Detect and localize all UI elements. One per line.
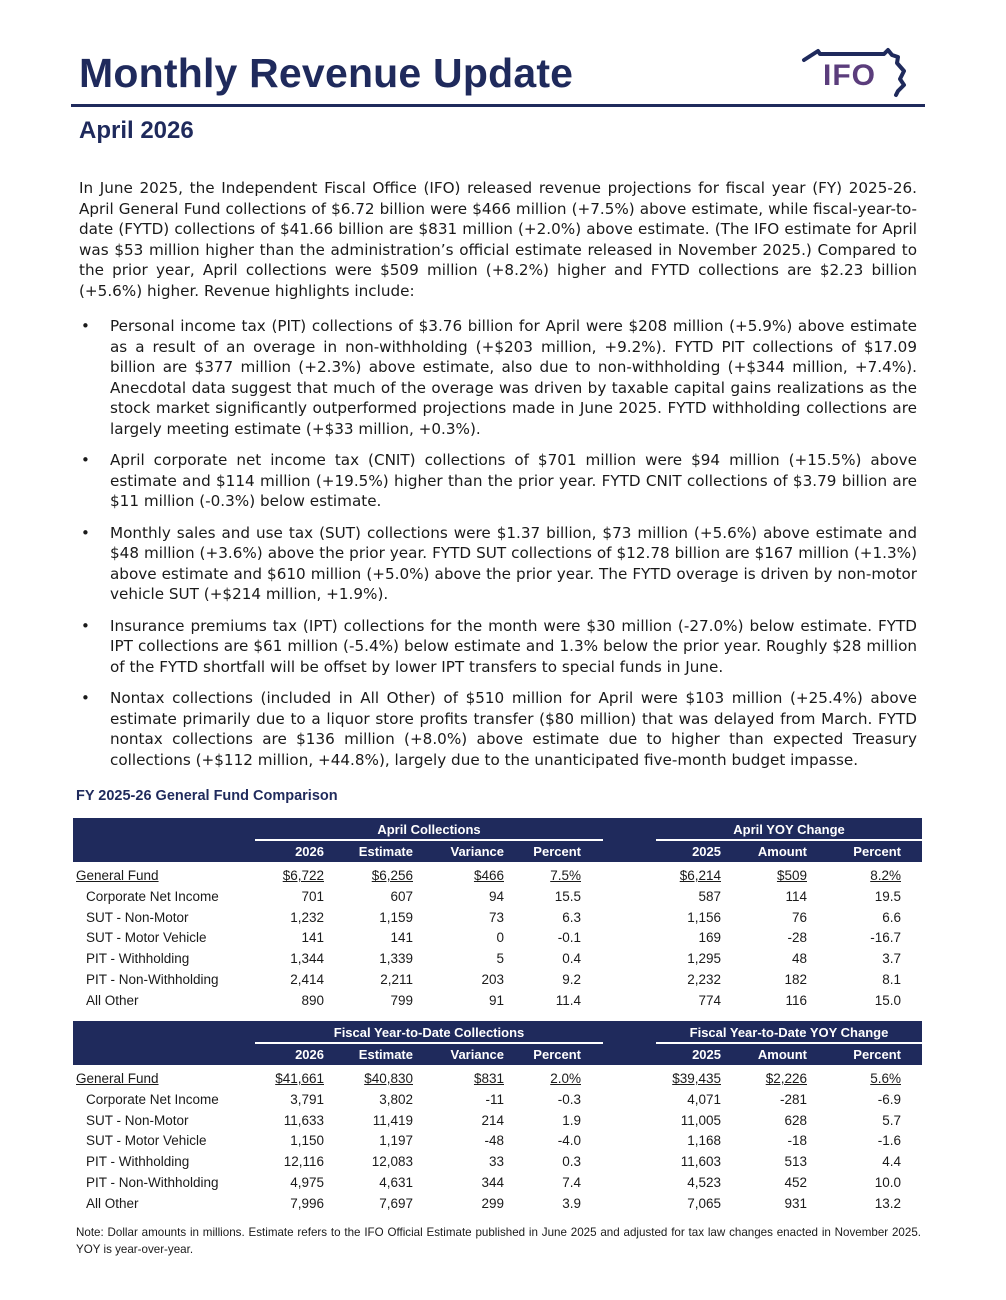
table-cell: 2.0%: [550, 1071, 581, 1086]
table-cell: 116: [785, 992, 807, 1008]
highlight-item: [79, 688, 917, 770]
row-label: Corporate Net Income: [86, 1091, 219, 1107]
table-cell: $6,722: [282, 868, 324, 883]
row-label: Corporate Net Income: [86, 888, 219, 904]
highlight-item: [79, 523, 917, 605]
table-cell: 4,975: [290, 1175, 324, 1190]
column-header: Variance: [450, 1047, 504, 1062]
table-row: [73, 972, 922, 993]
table-cell: 513: [784, 1154, 807, 1170]
table-cell: 774: [698, 992, 721, 1008]
table-cell: 1,339: [379, 951, 413, 967]
table-cell: 3,791: [290, 1091, 324, 1107]
table-cell: 11,603: [680, 1154, 721, 1170]
table-cell: -11: [485, 1091, 504, 1107]
table-cell: $39,435: [672, 1071, 721, 1086]
table-header-band: [73, 1021, 922, 1065]
group-heading: April YOY Change: [733, 822, 845, 837]
table-cell: 344: [481, 1175, 504, 1190]
table-row: [73, 993, 922, 1014]
bullet-icon: •: [81, 317, 90, 335]
table-cell: 4.4: [882, 1154, 901, 1170]
table-cell: 9.2: [562, 972, 581, 987]
table-cell: 4,071: [687, 1091, 721, 1107]
table-cell: 141: [301, 930, 324, 946]
table-cell: $6,256: [371, 868, 413, 883]
table-cell: 33: [488, 1154, 504, 1170]
table-header-band: [73, 818, 922, 862]
group-heading: Fiscal Year-to-Date YOY Change: [689, 1025, 889, 1040]
ifo-logo: [800, 47, 910, 101]
row-label: General Fund: [76, 868, 159, 883]
table-row: [73, 930, 922, 951]
table-cell: 1,159: [379, 909, 413, 925]
table-cell: -4.0: [557, 1133, 581, 1149]
table-row: [73, 1154, 922, 1175]
bullet-icon: •: [81, 523, 90, 542]
table-cell: 7.5%: [550, 868, 581, 883]
table-cell: 1,156: [687, 909, 721, 925]
table-row: [73, 1071, 922, 1092]
table-cell: 931: [784, 1195, 807, 1211]
table-cell: 701: [301, 888, 324, 904]
row-label: SUT - Motor Vehicle: [86, 1133, 207, 1149]
table-title: FY 2025-26 General Fund Comparison: [76, 788, 338, 804]
column-header: Amount: [757, 1047, 807, 1062]
highlight-text: Insurance premiums tax (IPT) collections for the month were $30 million (-27.0%) below estimate. FYTD IPT collections are $61 million (-5.4%) below estimate and 1.3% below the prior year. Roughly $28 million of the FYTD shortfall will be offset by lower IPT transfers to special funds in June.: [110, 616, 917, 676]
table-cell: 5: [496, 951, 504, 967]
highlight-text: Monthly sales and use tax (SUT) collections were $1.37 billion, $73 million (+5.6%) above estimate and $48 million (+3.6%) above the prior year. FYTD SUT collections of $12.78 billion are $167 million (+1.3%) above estimate and $610 million (+5.0%) above the prior year. The FYTD overage is driven by non-motor vehicle SUT (+$214 million, +1.9%).: [110, 523, 917, 603]
table-cell: 13.2: [874, 1195, 901, 1211]
table-cell: 10.0: [874, 1175, 901, 1190]
column-header: Percent: [533, 844, 581, 859]
row-label: All Other: [86, 992, 139, 1008]
table-row: [73, 1113, 922, 1134]
bullet-icon: •: [81, 451, 90, 469]
column-header: Estimate: [358, 1047, 413, 1062]
table-cell: 6.3: [562, 909, 581, 925]
table-cell: -0.3: [557, 1091, 581, 1107]
table-cell: 76: [791, 909, 807, 925]
table-cell: -6.9: [877, 1091, 901, 1107]
group-heading: April Collections: [377, 822, 481, 837]
table-cell: 0: [496, 930, 504, 946]
table-cell: 607: [390, 888, 413, 904]
row-label: SUT - Motor Vehicle: [86, 930, 207, 946]
table-cell: -16.7: [870, 930, 901, 946]
table-cell: 169: [698, 930, 721, 946]
row-label: SUT - Non-Motor: [86, 909, 189, 925]
table-cell: 2,414: [290, 972, 324, 987]
intro-paragraph: In June 2025, the Independent Fiscal Office (IFO) released revenue projections for fiscal year (FY) 2025-26. April General Fund collections of $6.72 billion were $466 million (+7.5%) above estimate, while fiscal-year-to-date (FYTD) collections of $41.66 billion are $831 million (+2.0%) above estimate. (The IFO estimate for April was $53 million higher than the administration’s official estimate released in November 2025.) Compared to the prior year, April collections were $509 million (+8.2%) higher and FYTD collections are $2.23 billion (+5.6%) higher. Revenue highlights include:: [79, 179, 917, 300]
table-cell: -48: [484, 1133, 504, 1149]
table-cell: 5.6%: [870, 1071, 901, 1086]
table-cell: 890: [301, 992, 324, 1008]
table-cell: 0.3: [562, 1154, 581, 1170]
bullet-icon: •: [81, 689, 90, 707]
table-cell: 114: [785, 888, 807, 904]
table-cell: 8.2%: [870, 868, 901, 883]
table-note: Note: Dollar amounts in millions. Estimate refers to the IFO Official Estimate published in June 2025 and adjusted for tax law changes enacted in November 2025. YOY is year-over-year.: [76, 1226, 921, 1256]
page-title: Monthly Revenue Update: [79, 50, 574, 96]
table-cell: -1.6: [877, 1133, 901, 1149]
table-cell: 299: [481, 1195, 504, 1211]
header-divider: [71, 104, 925, 107]
table-row: [73, 1133, 922, 1154]
table-cell: 141: [390, 930, 413, 946]
table-cell: 1.9: [562, 1112, 581, 1128]
table-cell: 7,065: [687, 1195, 721, 1211]
table-row: [73, 910, 922, 931]
table-cell: $831: [473, 1071, 504, 1086]
table-cell: 2,211: [380, 972, 413, 987]
highlight-text: Nontax collections (included in All Other) of $510 million for April were $103 million (+25.4%) above estimate primarily due to a liquor store profits transfer ($80 million) that was delayed from March. FYTD nontax collections are $136 million (+8.0%) above estimate due to higher than expected Treasury collections (+$112 million, +44.8%), largely due to the unanticipated five-month budget impasse.: [110, 689, 917, 769]
table-cell: 2,232: [687, 972, 721, 987]
highlight-item: [79, 316, 917, 439]
table-cell: 3.9: [562, 1195, 581, 1211]
table-cell: 0.4: [562, 951, 581, 967]
table-cell: 1,344: [290, 951, 324, 967]
table-cell: 12,116: [283, 1154, 324, 1170]
group-underline: [656, 839, 922, 841]
column-header: Estimate: [358, 844, 413, 859]
column-header: 2025: [692, 1047, 721, 1062]
table-cell: 7,697: [379, 1195, 413, 1211]
highlights-list: [79, 316, 917, 781]
table-cell: -28: [787, 930, 807, 946]
table-row: [73, 889, 922, 910]
table-cell: 5.7: [882, 1112, 901, 1128]
table-cell: -18: [787, 1133, 807, 1149]
table-cell: 628: [784, 1112, 807, 1128]
table-cell: 4,631: [379, 1175, 413, 1190]
table-cell: 48: [791, 951, 807, 967]
table-cell: 799: [390, 992, 413, 1008]
table-cell: 12,083: [371, 1154, 413, 1170]
group-underline: [255, 839, 603, 841]
column-header: Variance: [450, 844, 504, 859]
table-cell: 19.5: [874, 888, 901, 904]
page-subtitle: April 2026: [79, 117, 194, 144]
table-cell: 15.0: [874, 992, 901, 1008]
table-row: [73, 1196, 922, 1217]
highlight-text: April corporate net income tax (CNIT) collections of $701 million were $94 million (+15.5%) above estimate and $114 million (+19.5%) higher than the prior year. FYTD CNIT collections of $3.79 billion are $11 million (-0.3%) below estimate.: [110, 451, 917, 510]
table-cell: 1,197: [379, 1133, 413, 1149]
table-cell: 587: [698, 888, 721, 904]
table-cell: 3,802: [379, 1091, 413, 1107]
table-cell: 11,419: [372, 1112, 413, 1128]
table-cell: 1,232: [290, 909, 324, 925]
table-row: [73, 951, 922, 972]
table-cell: $466: [473, 868, 504, 883]
table-cell: $40,830: [364, 1071, 413, 1086]
row-label: All Other: [86, 1195, 139, 1211]
table-cell: 1,295: [687, 951, 721, 967]
table-cell: 8.1: [882, 972, 901, 987]
table-cell: 4,523: [687, 1175, 721, 1190]
table-cell: 214: [481, 1112, 504, 1128]
row-label: PIT - Withholding: [86, 1154, 190, 1170]
table-cell: 11,005: [680, 1112, 721, 1128]
table-cell: 6.6: [882, 909, 901, 925]
table-cell: 94: [488, 888, 504, 904]
table-cell: 1,150: [290, 1133, 324, 1149]
table-cell: 203: [481, 972, 504, 987]
table-cell: 7,996: [290, 1195, 324, 1211]
table-cell: 73: [488, 909, 504, 925]
table-cell: -0.1: [557, 930, 581, 946]
column-header: Percent: [853, 844, 901, 859]
table-cell: $2,226: [765, 1071, 807, 1086]
row-label: General Fund: [76, 1071, 159, 1086]
highlight-item: [79, 616, 917, 678]
column-header: 2026: [295, 844, 324, 859]
table-row: [73, 1092, 922, 1113]
group-underline: [255, 1042, 603, 1044]
highlight-item: [79, 450, 917, 512]
row-label: PIT - Withholding: [86, 951, 190, 967]
table-cell: 1,168: [687, 1133, 721, 1149]
table-row: [73, 1175, 922, 1196]
column-header: Percent: [853, 1047, 901, 1062]
row-label: SUT - Non-Motor: [86, 1112, 189, 1128]
highlight-text: Personal income tax (PIT) collections of $3.76 billion for April were $208 million (+5.9%) above estimate as a result of an overage in non-withholding (+$203 million, +9.2%). FYTD PIT collections of $17.09 billion are $377 million (+2.3%) above estimate, also due to non-withholding (+$344 million, +7.4%). Anecdotal data suggest that much of the overage was driven by taxable capital gains realizations as the stock market significantly outperformed projections made in June 2025. FYTD withholding collections are largely meeting estimate (+$33 million, +0.3%).: [110, 317, 917, 438]
column-header: Percent: [533, 1047, 581, 1062]
table-cell: $509: [776, 868, 807, 883]
row-label: PIT - Non-Withholding: [86, 972, 219, 987]
table-cell: $41,661: [275, 1071, 324, 1086]
column-header: 2025: [692, 844, 721, 859]
table-cell: 452: [784, 1175, 807, 1190]
column-header: Amount: [757, 844, 807, 859]
table-cell: 15.5: [554, 888, 581, 904]
table-row: [73, 868, 922, 889]
group-underline: [656, 1042, 922, 1044]
table-cell: 3.7: [882, 951, 901, 967]
table-cell: 11.4: [555, 992, 581, 1008]
table-cell: 182: [784, 972, 807, 987]
table-cell: 11,633: [283, 1112, 324, 1128]
row-label: PIT - Non-Withholding: [86, 1175, 219, 1190]
table-cell: 7.4: [562, 1175, 581, 1190]
table-cell: -281: [779, 1091, 807, 1107]
table-cell: 91: [488, 992, 504, 1008]
bullet-icon: •: [81, 616, 90, 635]
logo-text: IFO: [823, 59, 876, 92]
column-header: 2026: [295, 1047, 324, 1062]
table-cell: $6,214: [679, 868, 721, 883]
group-heading: Fiscal Year-to-Date Collections: [333, 1025, 525, 1040]
